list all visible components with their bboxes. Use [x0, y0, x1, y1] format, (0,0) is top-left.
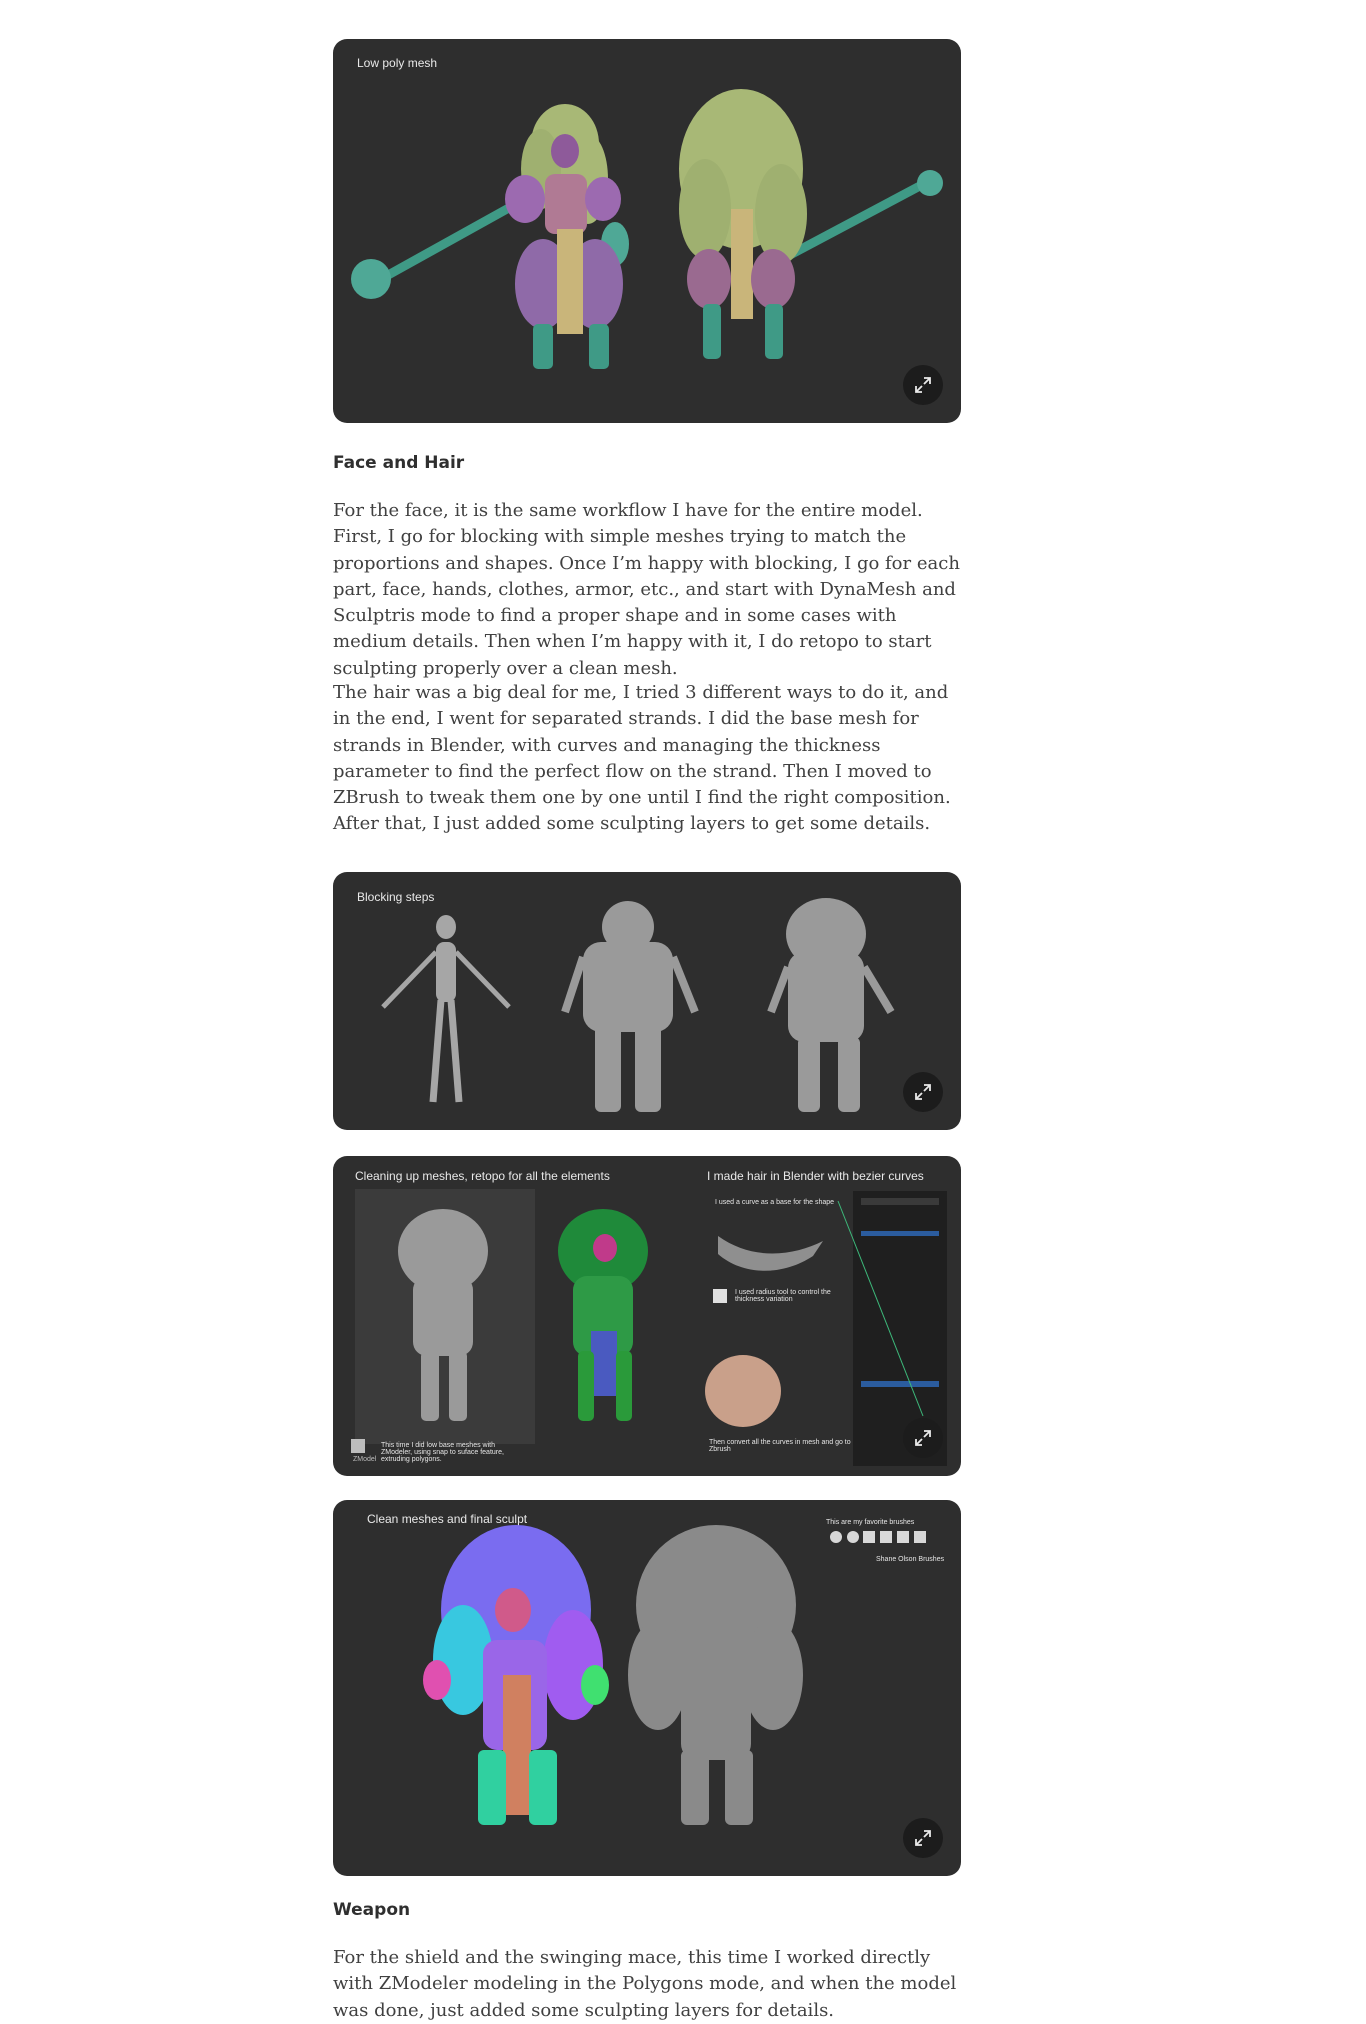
blocking-steps-render [333, 872, 961, 1130]
card-caption: Low poly mesh [357, 56, 438, 70]
image-card-low-poly[interactable] [333, 39, 961, 423]
note-zmodeler: This time I did low base meshes with ZModeler, using snap to suface feature, extruding polygons. [381, 1442, 504, 1463]
card-caption: Clean meshes and final sculpt [367, 1512, 528, 1526]
final-sculpt-render [333, 1500, 961, 1876]
card-caption-right: I made hair in Blender with bezier curves [707, 1169, 924, 1183]
paragraph-weapon-workflow: For the shield and the swinging mace, this time I worked directly with ZModeler modeling in the Polygons mode, and when the model was done, just added some sculpting layers for details. [333, 1947, 957, 2021]
brushes-title: This are my favorite brushes [826, 1519, 915, 1526]
section-heading-weapon: Weapon [333, 1900, 411, 1920]
low-poly-character-render [333, 39, 961, 423]
zmodel-tag: ZModel [353, 1456, 377, 1463]
section-heading-face-hair: Face and Hair [333, 453, 465, 473]
note-curve-base: I used a curve as a base for the shape [715, 1199, 835, 1206]
paragraph-face-workflow: For the face, it is the same workflow I have for the entire model. First, I go for blocking with simple meshes trying to match the proportions and shapes. Once I’m happy with blocking, I go for each part, face, hands, clothes, armor, etc., and start with DynaMesh and Sculptris mode to find a proper shape and in some cases with medium details. Then when I’m happy with it, I do retopo to start sculpting properly over a clean mesh. [333, 500, 960, 679]
image-card-blocking-steps[interactable] [333, 872, 961, 1130]
note-radius-tool: I used radius tool to control the thickness variation [735, 1289, 831, 1303]
note-convert-curves: Then convert all the curves in mesh and go to Zbrush [709, 1439, 851, 1453]
card-caption: Blocking steps [357, 890, 435, 904]
card-caption-left: Cleaning up meshes, retopo for all the elements [355, 1169, 610, 1183]
image-card-final-sculpt[interactable] [333, 1500, 961, 1876]
expand-icon[interactable] [903, 1072, 943, 1112]
paragraph-hair-workflow: The hair was a big deal for me, I tried 3 different ways to do it, and in the end, I went for separated strands. I did the base mesh for strands in Blender, with curves and managing the thickness parameter to find the perfect flow on the strand. Then I moved to ZBrush to tweak them one by one until I find the right composition. After that, I just added some sculpting layers to get some details. [333, 682, 951, 835]
expand-icon[interactable] [903, 1818, 943, 1858]
brushes-subtitle: Shane Olson Brushes [876, 1556, 945, 1563]
cleaning-meshes-render [333, 1156, 961, 1476]
image-card-cleaning-meshes[interactable] [333, 1156, 961, 1476]
expand-icon[interactable] [903, 365, 943, 405]
expand-icon[interactable] [903, 1418, 943, 1458]
